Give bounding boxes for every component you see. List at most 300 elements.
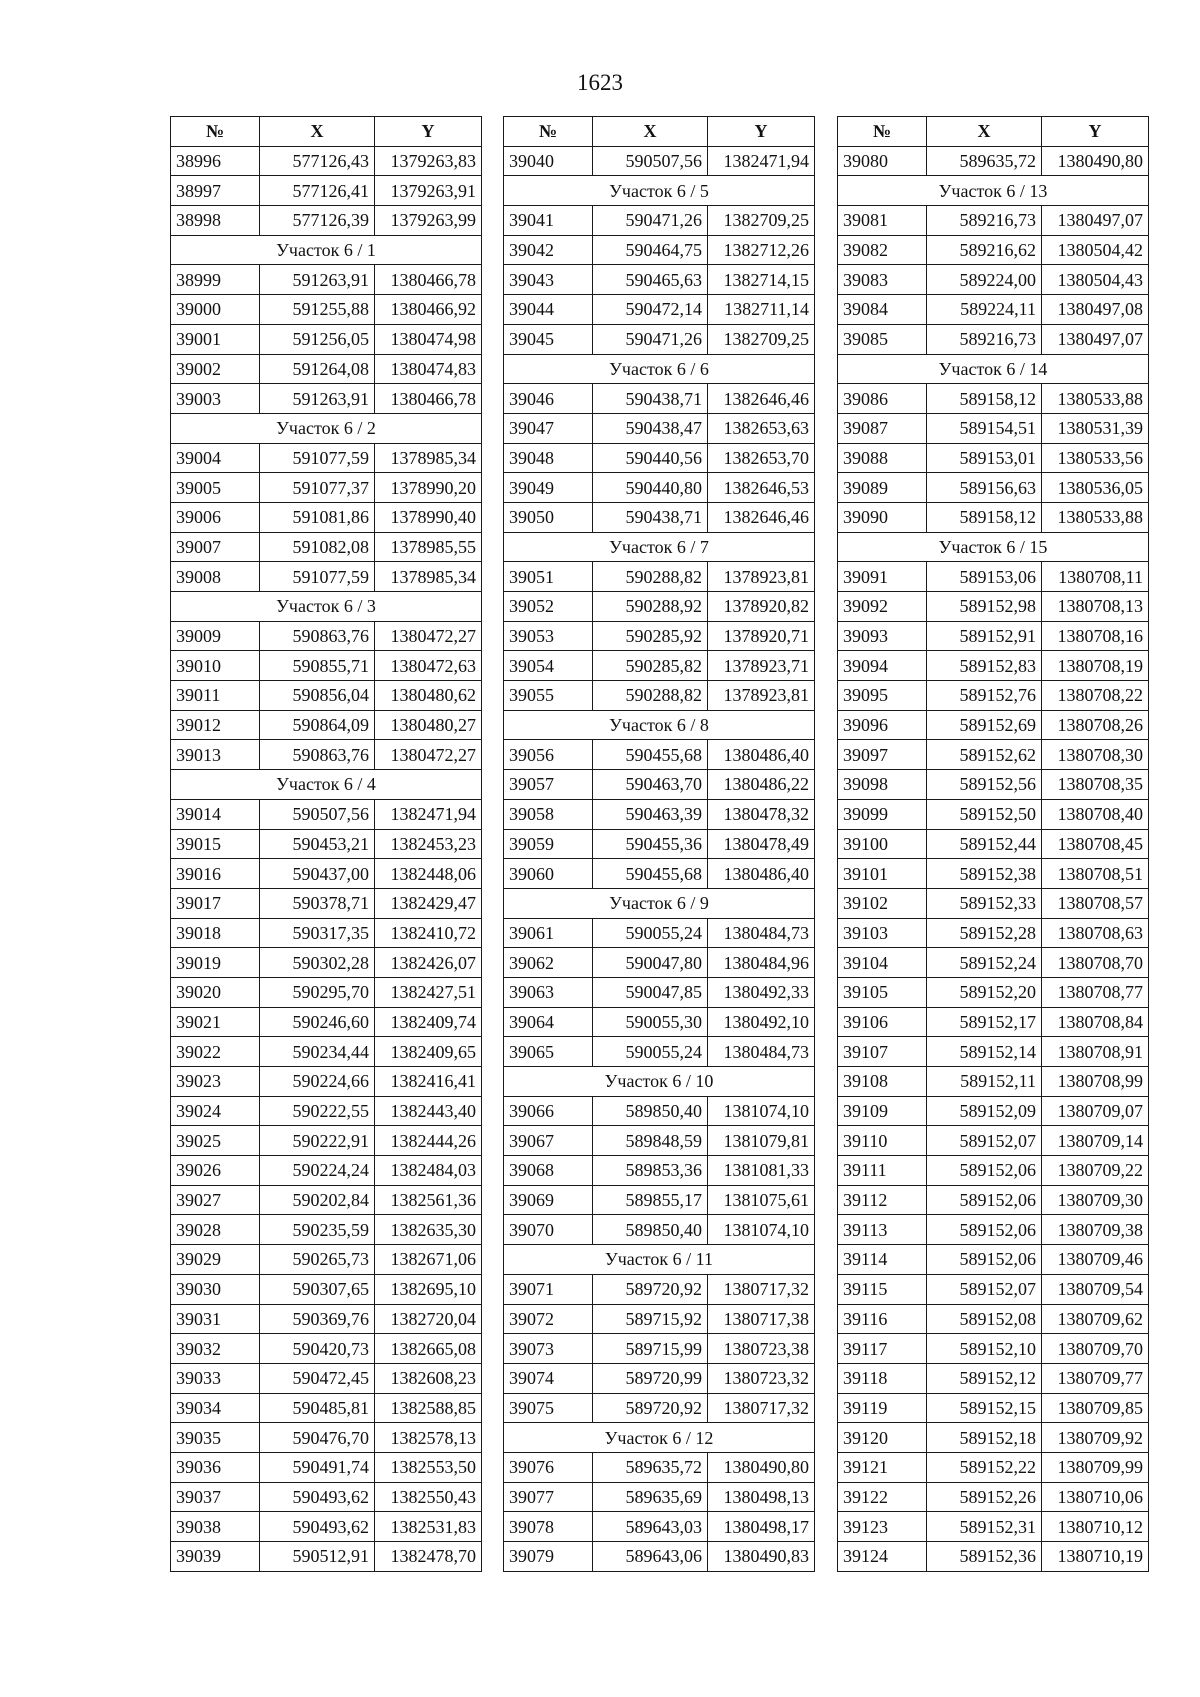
y-coordinate: 1382653,70: [708, 443, 815, 473]
y-coordinate: 1380710,12: [1042, 1512, 1149, 1542]
section-row: [838, 532, 1149, 562]
y-coordinate: 1380708,30: [1042, 740, 1149, 770]
point-number: 39025: [171, 1126, 260, 1156]
table-row: [171, 740, 482, 770]
point-number: 39051: [504, 562, 593, 592]
y-coordinate: 1382553,50: [375, 1452, 482, 1482]
table-row: [504, 324, 815, 354]
x-coordinate: 589720,92: [593, 1274, 708, 1304]
x-coordinate: 589152,83: [927, 651, 1042, 681]
y-coordinate: 1380466,78: [375, 384, 482, 414]
table-row: [838, 1512, 1149, 1542]
table-row: [171, 502, 482, 532]
point-number: 39058: [504, 799, 593, 829]
table-row: [504, 235, 815, 265]
section-label: Участок 6 / 11: [504, 1245, 815, 1275]
x-coordinate: 590224,24: [260, 1156, 375, 1186]
table-row: [504, 859, 815, 889]
x-coordinate: 590463,39: [593, 799, 708, 829]
point-number: 39081: [838, 206, 927, 236]
table-row: [838, 1482, 1149, 1512]
point-number: 39005: [171, 473, 260, 503]
x-coordinate: 590265,73: [260, 1245, 375, 1275]
y-coordinate: 1382484,03: [375, 1156, 482, 1186]
x-coordinate: 589152,31: [927, 1512, 1042, 1542]
point-number: 39059: [504, 829, 593, 859]
y-coordinate: 1382561,36: [375, 1185, 482, 1215]
point-number: 39002: [171, 354, 260, 384]
section-row: [504, 176, 815, 206]
y-coordinate: 1380708,99: [1042, 1067, 1149, 1097]
table-row: [171, 1007, 482, 1037]
y-coordinate: 1380480,27: [375, 710, 482, 740]
y-coordinate: 1378920,82: [708, 592, 815, 622]
x-coordinate: 591082,08: [260, 532, 375, 562]
y-coordinate: 1378990,40: [375, 502, 482, 532]
point-number: 39039: [171, 1542, 260, 1572]
point-number: 39071: [504, 1274, 593, 1304]
table-row: [838, 948, 1149, 978]
y-coordinate: 1382712,26: [708, 235, 815, 265]
x-coordinate: 589152,08: [927, 1304, 1042, 1334]
point-number: 39089: [838, 473, 927, 503]
table-row: [504, 295, 815, 325]
x-coordinate: 589152,44: [927, 829, 1042, 859]
y-coordinate: 1380472,27: [375, 621, 482, 651]
y-coordinate: 1380709,46: [1042, 1245, 1149, 1275]
y-coordinate: 1382695,10: [375, 1274, 482, 1304]
coordinate-table-3: [837, 116, 1149, 1572]
y-coordinate: 1380472,63: [375, 651, 482, 681]
table-row: [171, 473, 482, 503]
table-row: [171, 1185, 482, 1215]
y-coordinate: 1382711,14: [708, 295, 815, 325]
table-row: [504, 799, 815, 829]
x-coordinate: 589154,51: [927, 413, 1042, 443]
x-coordinate: 589152,17: [927, 1007, 1042, 1037]
table-row: [171, 829, 482, 859]
y-coordinate: 1380708,26: [1042, 710, 1149, 740]
y-coordinate: 1378985,34: [375, 562, 482, 592]
x-coordinate: 577126,41: [260, 176, 375, 206]
x-coordinate: 590493,62: [260, 1512, 375, 1542]
point-number: 39072: [504, 1304, 593, 1334]
x-coordinate: 590455,36: [593, 829, 708, 859]
y-coordinate: 1381081,33: [708, 1156, 815, 1186]
point-number: 39066: [504, 1096, 593, 1126]
y-coordinate: 1382444,26: [375, 1126, 482, 1156]
x-coordinate: 589216,73: [927, 206, 1042, 236]
table-row: [171, 1156, 482, 1186]
point-number: 39080: [838, 146, 927, 176]
table-row: [504, 1215, 815, 1245]
point-number: 39073: [504, 1334, 593, 1364]
table-row: [838, 859, 1149, 889]
table-row: [504, 977, 815, 1007]
table-row: [171, 621, 482, 651]
table-row: [838, 413, 1149, 443]
point-number: 39045: [504, 324, 593, 354]
x-coordinate: 590047,80: [593, 948, 708, 978]
table-row: [504, 384, 815, 414]
y-coordinate: 1381075,61: [708, 1185, 815, 1215]
section-label: Участок 6 / 5: [504, 176, 815, 206]
table-body: [504, 146, 815, 1571]
section-label: Участок 6 / 4: [171, 770, 482, 800]
x-coordinate: 591256,05: [260, 324, 375, 354]
x-coordinate: 590369,76: [260, 1304, 375, 1334]
point-number: 39049: [504, 473, 593, 503]
point-number: 39043: [504, 265, 593, 295]
table-row: [504, 1096, 815, 1126]
x-coordinate: 589158,12: [927, 384, 1042, 414]
y-coordinate: 1380709,07: [1042, 1096, 1149, 1126]
point-number: 39124: [838, 1542, 927, 1572]
y-coordinate: 1380723,32: [708, 1363, 815, 1393]
point-number: 39099: [838, 799, 927, 829]
x-coordinate: 589152,20: [927, 977, 1042, 1007]
y-coordinate: 1378985,34: [375, 443, 482, 473]
section-row: [504, 1245, 815, 1275]
table-row: [838, 146, 1149, 176]
point-number: 39105: [838, 977, 927, 1007]
table-row: [504, 592, 815, 622]
x-coordinate: 590485,81: [260, 1393, 375, 1423]
x-coordinate: 589152,06: [927, 1185, 1042, 1215]
table-row: [838, 235, 1149, 265]
table-row: [504, 770, 815, 800]
table-row: [504, 1334, 815, 1364]
point-number: 39003: [171, 384, 260, 414]
x-coordinate: 590378,71: [260, 888, 375, 918]
x-coordinate: 590307,65: [260, 1274, 375, 1304]
x-coordinate: 589152,69: [927, 710, 1042, 740]
table-row: [504, 443, 815, 473]
y-coordinate: 1382448,06: [375, 859, 482, 889]
y-coordinate: 1380708,91: [1042, 1037, 1149, 1067]
x-coordinate: 589152,56: [927, 770, 1042, 800]
x-coordinate: 590472,14: [593, 295, 708, 325]
x-coordinate: 590055,24: [593, 1037, 708, 1067]
section-label: Участок 6 / 6: [504, 354, 815, 384]
point-number: 39037: [171, 1482, 260, 1512]
y-coordinate: 1380478,32: [708, 799, 815, 829]
table-row: [504, 1274, 815, 1304]
section-label: Участок 6 / 8: [504, 710, 815, 740]
x-coordinate: 590420,73: [260, 1334, 375, 1364]
point-number: 39108: [838, 1067, 927, 1097]
x-coordinate: 589635,69: [593, 1482, 708, 1512]
table-row: [504, 265, 815, 295]
section-label: Участок 6 / 14: [838, 354, 1149, 384]
x-coordinate: 591077,59: [260, 443, 375, 473]
x-coordinate: 589720,99: [593, 1363, 708, 1393]
x-coordinate: 590507,56: [593, 146, 708, 176]
point-number: 39123: [838, 1512, 927, 1542]
y-coordinate: 1382453,23: [375, 829, 482, 859]
point-number: 39029: [171, 1245, 260, 1275]
section-label: Участок 6 / 2: [171, 413, 482, 443]
point-number: 39068: [504, 1156, 593, 1186]
y-coordinate: 1380474,98: [375, 324, 482, 354]
y-coordinate: 1380466,92: [375, 295, 482, 325]
point-number: 38998: [171, 206, 260, 236]
x-coordinate: 590055,24: [593, 918, 708, 948]
x-coordinate: 589158,12: [927, 502, 1042, 532]
table-row: [171, 206, 482, 236]
point-number: 39069: [504, 1185, 593, 1215]
table-row: [171, 1512, 482, 1542]
point-number: 39007: [171, 532, 260, 562]
y-coordinate: 1380709,99: [1042, 1452, 1149, 1482]
section-label: Участок 6 / 3: [171, 592, 482, 622]
y-coordinate: 1382646,46: [708, 384, 815, 414]
table-row: [838, 1215, 1149, 1245]
x-coordinate: 591264,08: [260, 354, 375, 384]
table-header-row: [838, 117, 1149, 147]
y-coordinate: 1382646,46: [708, 502, 815, 532]
point-number: 39087: [838, 413, 927, 443]
point-number: 39011: [171, 681, 260, 711]
point-number: 39035: [171, 1423, 260, 1453]
section-row: [171, 770, 482, 800]
point-number: 39122: [838, 1482, 927, 1512]
table-row: [171, 977, 482, 1007]
y-coordinate: 1380708,45: [1042, 829, 1149, 859]
header-number: №: [171, 117, 260, 147]
table-row: [838, 502, 1149, 532]
x-coordinate: 590235,59: [260, 1215, 375, 1245]
section-row: [504, 1067, 815, 1097]
y-coordinate: 1380533,88: [1042, 502, 1149, 532]
point-number: 39095: [838, 681, 927, 711]
table-row: [171, 918, 482, 948]
y-coordinate: 1380466,78: [375, 265, 482, 295]
point-number: 39112: [838, 1185, 927, 1215]
table-row: [171, 265, 482, 295]
y-coordinate: 1382410,72: [375, 918, 482, 948]
y-coordinate: 1380484,73: [708, 1037, 815, 1067]
point-number: 39048: [504, 443, 593, 473]
table-row: [171, 1274, 482, 1304]
x-coordinate: 590438,47: [593, 413, 708, 443]
table-row: [838, 651, 1149, 681]
x-coordinate: 589224,11: [927, 295, 1042, 325]
y-coordinate: 1380708,57: [1042, 888, 1149, 918]
table-row: [838, 206, 1149, 236]
table-row: [171, 1393, 482, 1423]
x-coordinate: 590476,70: [260, 1423, 375, 1453]
x-coordinate: 590464,75: [593, 235, 708, 265]
table-row: [171, 1452, 482, 1482]
coordinate-table-1: [170, 116, 482, 1572]
y-coordinate: 1380709,30: [1042, 1185, 1149, 1215]
x-coordinate: 589715,92: [593, 1304, 708, 1334]
y-coordinate: 1380709,38: [1042, 1215, 1149, 1245]
section-label: Участок 6 / 9: [504, 888, 815, 918]
point-number: 39017: [171, 888, 260, 918]
x-coordinate: 590465,63: [593, 265, 708, 295]
y-coordinate: 1380709,54: [1042, 1274, 1149, 1304]
table-row: [504, 740, 815, 770]
x-coordinate: 589152,76: [927, 681, 1042, 711]
table-row: [838, 710, 1149, 740]
y-coordinate: 1380709,22: [1042, 1156, 1149, 1186]
y-coordinate: 1380709,14: [1042, 1126, 1149, 1156]
x-coordinate: 590288,82: [593, 562, 708, 592]
x-coordinate: 590288,82: [593, 681, 708, 711]
point-number: 39104: [838, 948, 927, 978]
point-number: 39023: [171, 1067, 260, 1097]
point-number: 39074: [504, 1363, 593, 1393]
table-row: [504, 651, 815, 681]
table-header-row: [504, 117, 815, 147]
table-row: [838, 1126, 1149, 1156]
point-number: 39063: [504, 977, 593, 1007]
x-coordinate: 589152,38: [927, 859, 1042, 889]
x-coordinate: 591263,91: [260, 384, 375, 414]
point-number: 39030: [171, 1274, 260, 1304]
x-coordinate: 590863,76: [260, 740, 375, 770]
y-coordinate: 1380708,19: [1042, 651, 1149, 681]
header-y: Y: [708, 117, 815, 147]
y-coordinate: 1380486,40: [708, 859, 815, 889]
header-number: №: [838, 117, 927, 147]
point-number: 39090: [838, 502, 927, 532]
x-coordinate: 589152,09: [927, 1096, 1042, 1126]
point-number: 39027: [171, 1185, 260, 1215]
table-row: [838, 829, 1149, 859]
section-label: Участок 6 / 13: [838, 176, 1149, 206]
table-row: [504, 413, 815, 443]
table-row: [838, 1542, 1149, 1572]
point-number: 39015: [171, 829, 260, 859]
point-number: 39060: [504, 859, 593, 889]
table-row: [504, 621, 815, 651]
point-number: 39103: [838, 918, 927, 948]
x-coordinate: 589855,17: [593, 1185, 708, 1215]
y-coordinate: 1380533,88: [1042, 384, 1149, 414]
point-number: 39114: [838, 1245, 927, 1275]
header-y: Y: [1042, 117, 1149, 147]
x-coordinate: 589152,98: [927, 592, 1042, 622]
table-row: [504, 1126, 815, 1156]
point-number: 39117: [838, 1334, 927, 1364]
point-number: 39044: [504, 295, 593, 325]
table-row: [504, 1037, 815, 1067]
y-coordinate: 1380504,43: [1042, 265, 1149, 295]
x-coordinate: 590512,91: [260, 1542, 375, 1572]
table-row: [171, 1126, 482, 1156]
x-coordinate: 590440,56: [593, 443, 708, 473]
x-coordinate: 589152,12: [927, 1363, 1042, 1393]
table-row: [504, 146, 815, 176]
table-row: [838, 1393, 1149, 1423]
y-coordinate: 1382443,40: [375, 1096, 482, 1126]
y-coordinate: 1382671,06: [375, 1245, 482, 1275]
x-coordinate: 589152,10: [927, 1334, 1042, 1364]
header-y: Y: [375, 117, 482, 147]
table-row: [171, 443, 482, 473]
table-row: [504, 1156, 815, 1186]
x-coordinate: 589152,11: [927, 1067, 1042, 1097]
x-coordinate: 590472,45: [260, 1363, 375, 1393]
point-number: 39109: [838, 1096, 927, 1126]
table-row: [838, 1245, 1149, 1275]
coordinate-table-2: [503, 116, 815, 1572]
table-row: [838, 681, 1149, 711]
x-coordinate: 591081,86: [260, 502, 375, 532]
x-coordinate: 590246,60: [260, 1007, 375, 1037]
point-number: 39022: [171, 1037, 260, 1067]
y-coordinate: 1382471,94: [708, 146, 815, 176]
point-number: 39056: [504, 740, 593, 770]
point-number: 39004: [171, 443, 260, 473]
point-number: 39052: [504, 592, 593, 622]
point-number: 39115: [838, 1274, 927, 1304]
table-row: [838, 621, 1149, 651]
table-row: [838, 592, 1149, 622]
y-coordinate: 1380708,63: [1042, 918, 1149, 948]
table-row: [171, 1096, 482, 1126]
table-row: [504, 473, 815, 503]
point-number: 39075: [504, 1393, 593, 1423]
section-label: Участок 6 / 10: [504, 1067, 815, 1097]
table-row: [171, 324, 482, 354]
table-header-row: [171, 117, 482, 147]
y-coordinate: 1379263,91: [375, 176, 482, 206]
table-row: [838, 1156, 1149, 1186]
section-label: Участок 6 / 1: [171, 235, 482, 265]
x-coordinate: 589152,15: [927, 1393, 1042, 1423]
table-row: [504, 562, 815, 592]
point-number: 39008: [171, 562, 260, 592]
y-coordinate: 1382426,07: [375, 948, 482, 978]
point-number: 39078: [504, 1512, 593, 1542]
section-row: [504, 888, 815, 918]
y-coordinate: 1380708,35: [1042, 770, 1149, 800]
y-coordinate: 1380709,85: [1042, 1393, 1149, 1423]
x-coordinate: 590863,76: [260, 621, 375, 651]
x-coordinate: 590437,00: [260, 859, 375, 889]
x-coordinate: 589152,06: [927, 1215, 1042, 1245]
y-coordinate: 1380474,83: [375, 354, 482, 384]
x-coordinate: 589635,72: [593, 1452, 708, 1482]
y-coordinate: 1380709,62: [1042, 1304, 1149, 1334]
point-number: 39057: [504, 770, 593, 800]
y-coordinate: 1380497,08: [1042, 295, 1149, 325]
table-row: [171, 1542, 482, 1572]
y-coordinate: 1380717,38: [708, 1304, 815, 1334]
point-number: 39070: [504, 1215, 593, 1245]
x-coordinate: 589635,72: [927, 146, 1042, 176]
point-number: 39009: [171, 621, 260, 651]
x-coordinate: 590493,62: [260, 1482, 375, 1512]
table-row: [838, 443, 1149, 473]
table-row: [171, 384, 482, 414]
x-coordinate: 589152,07: [927, 1274, 1042, 1304]
point-number: 39062: [504, 948, 593, 978]
y-coordinate: 1381074,10: [708, 1096, 815, 1126]
table-row: [504, 1007, 815, 1037]
y-coordinate: 1380497,07: [1042, 324, 1149, 354]
point-number: 39028: [171, 1215, 260, 1245]
table-row: [171, 681, 482, 711]
y-coordinate: 1382409,74: [375, 1007, 482, 1037]
y-coordinate: 1380708,16: [1042, 621, 1149, 651]
y-coordinate: 1382429,47: [375, 888, 482, 918]
point-number: 39033: [171, 1363, 260, 1393]
